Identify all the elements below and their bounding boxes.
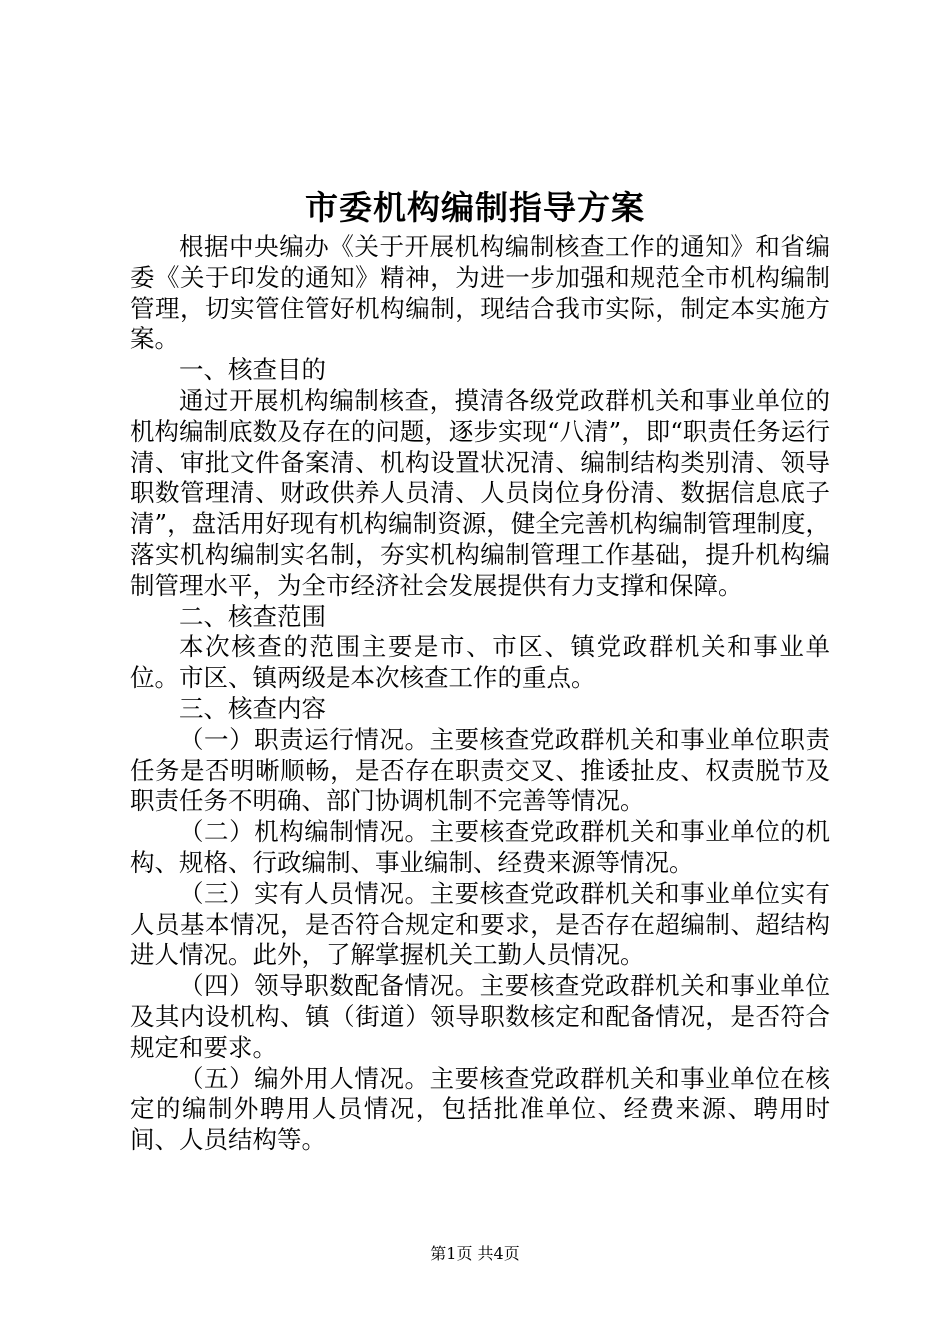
content-item-2: （二）机构编制情况。主要核查党政群机关和事业单位的机构、规格、行政编制、事业编制、经费来源等情况。 <box>130 817 830 877</box>
content-item-1: （一）职责运行情况。主要核查党政群机关和事业单位职责任务是否明晰顺畅，是否存在职责交叉、推诿扯皮、权责脱节及职责任务不明确、部门协调机制不完善等情况。 <box>130 724 830 816</box>
intro-paragraph: 根据中央编办《关于开展机构编制核查工作的通知》和省编委《关于印发的通知》精神，为进一步加强和规范全市机构编制管理，切实管住管好机构编制，现结合我市实际，制定本实施方案。 <box>130 232 830 354</box>
scope-paragraph: 本次核查的范围主要是市、市区、镇党政群机关和事业单位。市区、镇两级是本次核查工作的重点。 <box>130 632 830 693</box>
section-heading-content: 三、核查内容 <box>179 693 326 723</box>
page-footer: 第1页 共4页 <box>430 1244 520 1263</box>
content-item-3: （三）实有人员情况。主要核查党政群机关和事业单位实有人员基本情况，是否符合规定和要求，是否存在超编制、超结构进人情况。此外，了解掌握机关工勤人员情况。 <box>130 878 830 970</box>
content-item-4: （四）领导职数配备情况。主要核查党政群机关和事业单位及其内设机构、镇（街道）领导职数核定和配备情况，是否符合规定和要求。 <box>130 971 830 1062</box>
purpose-paragraph: 通过开展机构编制核查，摸清各级党政群机关和事业单位的机构编制底数及存在的问题，逐步实现“八清”，即“职责任务运行清、审批文件备案清、机构设置状况清、编制结构类别清、领导职数管理清、财政供养人员清、人员岗位身份清、数据信息底子清”，盘活用好现有机构编制资源，健全完善机构编制管理制度，落实机构编制实名制，夯实机构编制管理工作基础，提升机构编制管理水平，为全市经济社会发展提供有力支撑和保障。 <box>130 385 830 600</box>
document-title: 市委机构编制指导方案 <box>305 188 645 227</box>
section-heading-scope: 二、核查范围 <box>179 601 326 631</box>
document-body <box>130 232 830 1156</box>
content-item-5: （五）编外用人情况。主要核查党政群机关和事业单位在核定的编制外聘用人员情况，包括批准单位、经费来源、聘用时间、人员结构等。 <box>130 1063 830 1155</box>
section-heading-purpose: 一、核查目的 <box>179 355 326 385</box>
